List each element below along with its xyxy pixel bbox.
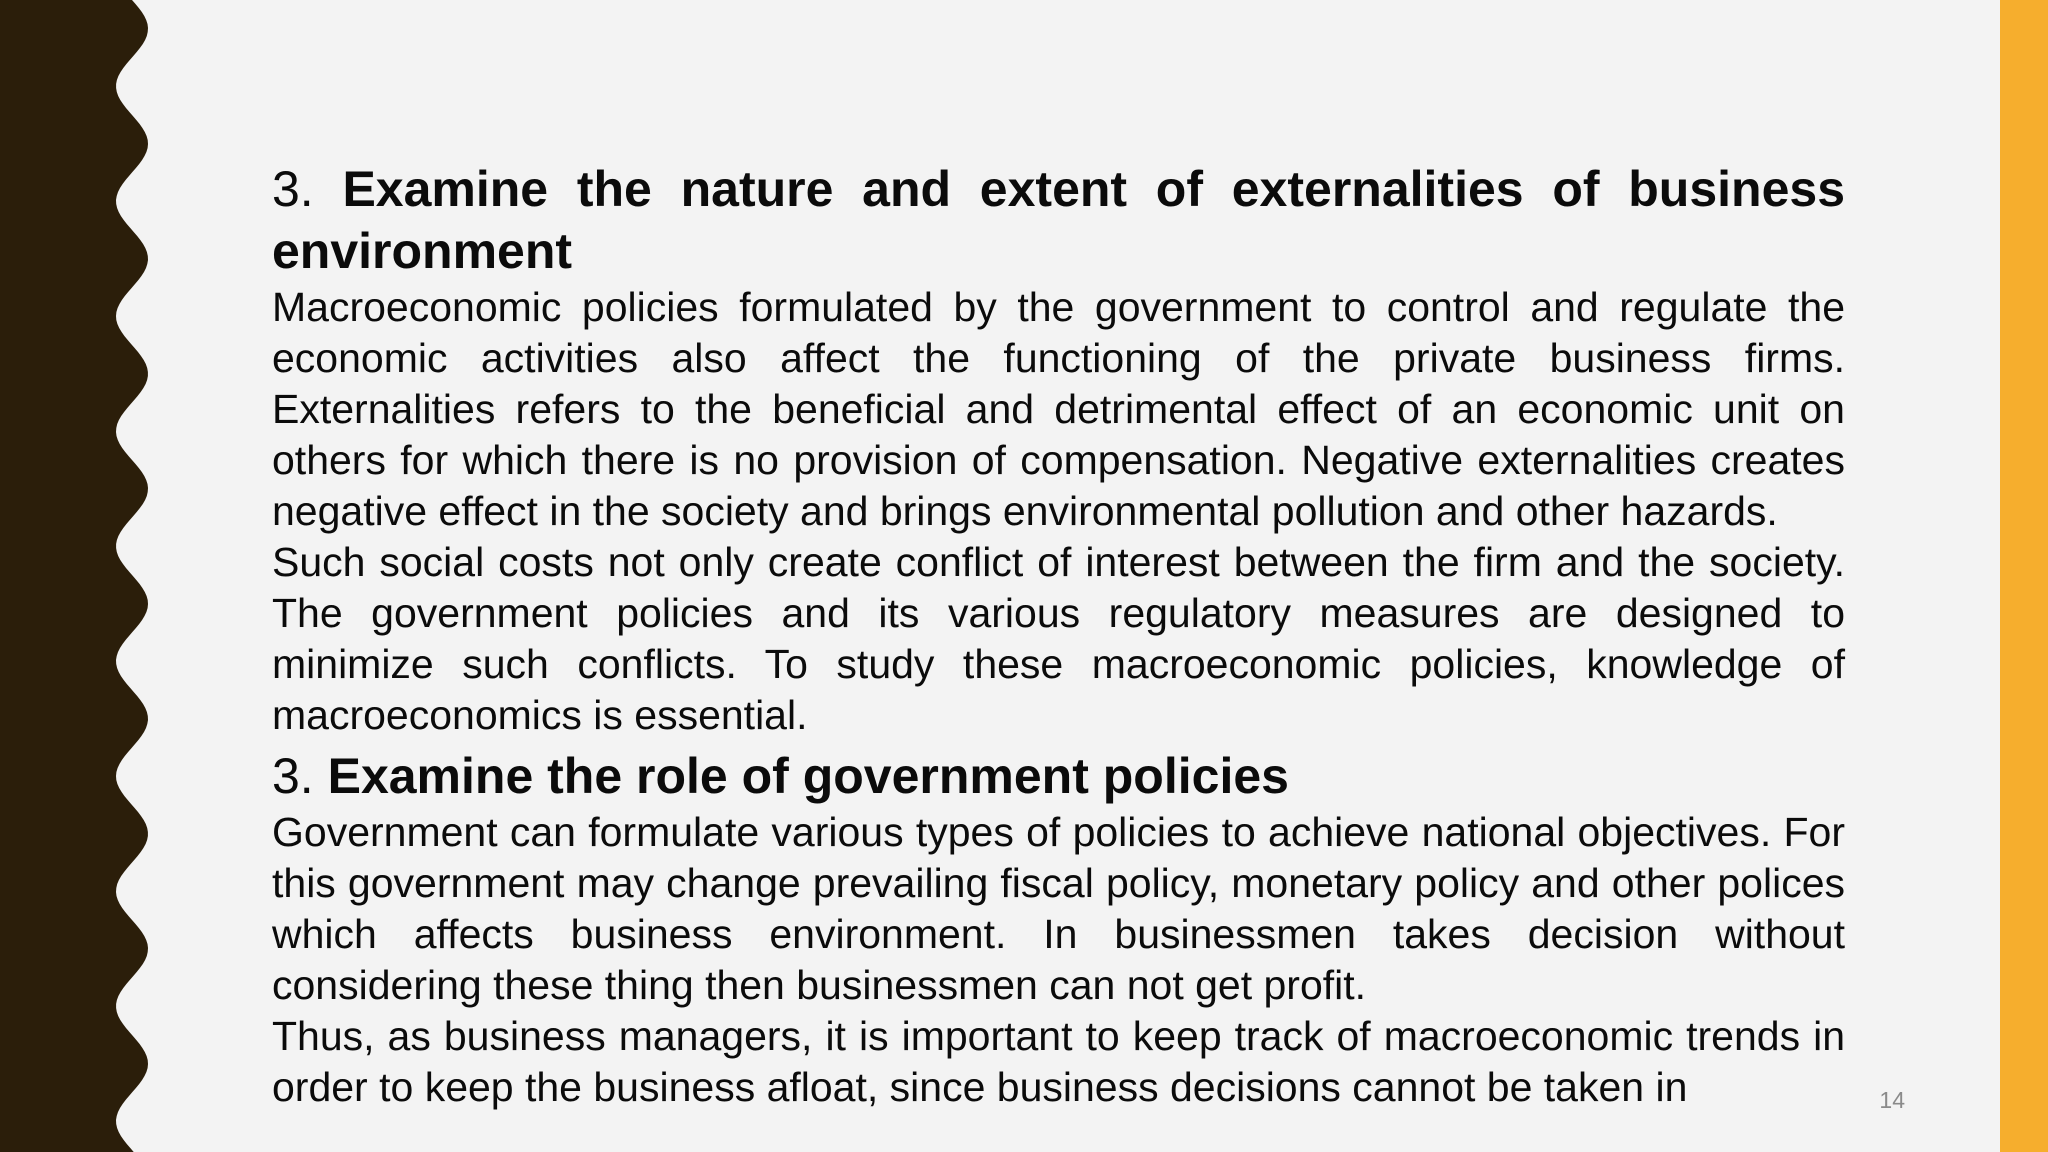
- slide-content: [272, 158, 1845, 1113]
- section-2-title: Examine the role of government policies: [327, 748, 1289, 804]
- section-1-heading: [272, 158, 1845, 282]
- section-1-paragraph-2: Such social costs not only create conflict of interest between the firm and the society. The government policies and its various regulatory measures are designed to minimize such conflicts. To study these macroeconomic policies, knowledge of macroeconomics is essential.: [272, 539, 1845, 738]
- section-2-paragraph-1: Government can formulate various types of policies to achieve national objectives. For this government may change prevailing fiscal policy, monetary policy and other polices which affects business environment. In businessmen takes decision without considering these thing then businessmen can not get profit.: [272, 809, 1845, 1008]
- section-2-paragraph-2: Thus, as business managers, it is important to keep track of macroeconomic trends in order to keep the business afloat, since business decisions cannot be taken in: [272, 1013, 1845, 1110]
- section-1-number: 3.: [272, 161, 343, 217]
- right-accent-stripe: [2000, 0, 2048, 1152]
- page-number: 14: [1879, 1087, 1905, 1113]
- left-wave-band: [0, 0, 170, 1152]
- section-2-number: 3.: [272, 748, 328, 804]
- section-1-title: Examine the nature and extent of externalities of business environment: [272, 161, 1846, 279]
- section-2-heading: [272, 745, 1845, 807]
- section-1-paragraph-1: Macroeconomic policies formulated by the government to control and regulate the economic activities also affect the functioning of the private business firms. Externalities refers to the beneficial and detrimental effect of an economic unit on others for which there is no provision of compensation. Negative externalities creates negative effect in the society and brings environmental pollution and other hazards.: [272, 284, 1845, 534]
